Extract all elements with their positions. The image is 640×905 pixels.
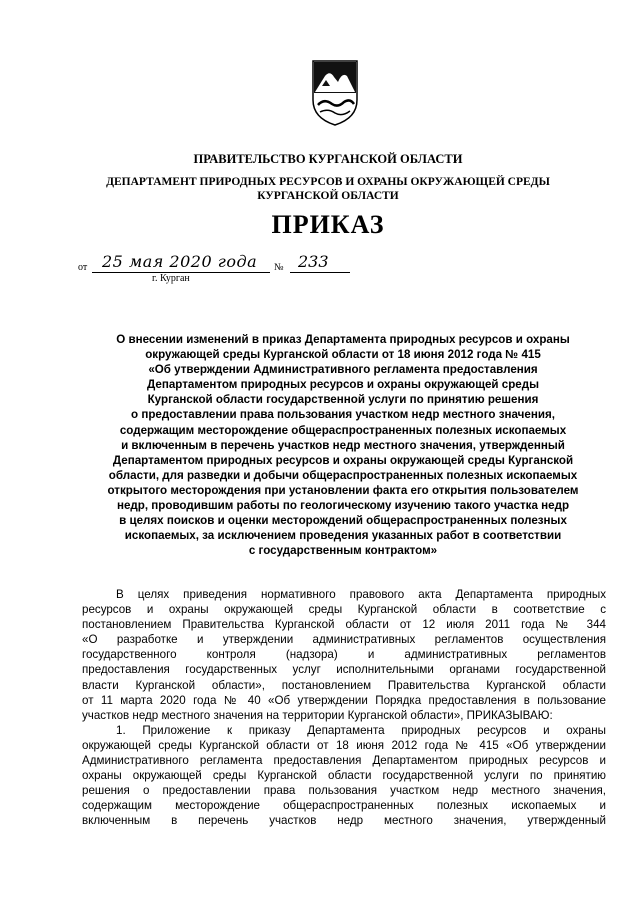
preamble-line: от 11 марта 2020 года № 40 «Об утверждении Порядка предоставления в пользование <box>82 693 606 707</box>
number-sign: № <box>274 262 284 273</box>
document-type-title: ПРИКАЗ <box>271 210 385 239</box>
subject-line: в целях поисков и оценки месторождений общераспространенных полезных <box>119 514 567 528</box>
subject-line: О внесении изменений в приказ Департамента природных ресурсов и охраны <box>116 333 570 346</box>
subject-line: и включенным в перечень участков недр местного значения, утвержденный <box>121 438 565 452</box>
order-subject <box>82 332 604 558</box>
date-prefix: от <box>78 262 88 273</box>
item-1-line: 1. Приложение к приказу Департамента природных ресурсов и охраны <box>116 723 606 737</box>
subject-line: Курганской области государственной услуги по принятию решения <box>147 393 539 407</box>
item-1-line: решения о предоставлении права пользования участком недр местного значения, <box>82 784 606 798</box>
preamble-line: «О разработке и утверждении административных регламентов осуществления <box>82 633 606 647</box>
subject-line: о предоставлении права пользования участком недр местного значения, <box>131 408 555 422</box>
subject-line: недр, проводившим работы по геологическому изучению такого участка недр <box>116 499 570 513</box>
order-number: 233 <box>298 252 329 271</box>
subject-line: ископаемых, за исключением проведения указанных работ в соответствии <box>124 529 562 543</box>
number-underline <box>290 272 350 273</box>
preamble-line: предоставления государственных услуг исполнительными органами государственной <box>82 663 606 677</box>
order-body <box>82 587 606 829</box>
item-1-line: содержащим месторождение общераспространенных полезных ископаемых и <box>82 799 606 813</box>
department-name-line: ДЕПАРТАМЕНТ ПРИРОДНЫХ РЕСУРСОВ И ОХРАНЫ ОКРУЖАЮЩЕЙ СРЕДЫ <box>106 176 550 188</box>
coat-of-arms-emblem <box>312 60 358 126</box>
subject-line: содержащим месторождение общераспространенных полезных ископаемых <box>119 423 567 437</box>
item-1-line: Административного регламента предоставления Департаментом природных ресурсов и <box>82 754 606 768</box>
item-1-line: охраны окружающей среды Курганской области государственной услуги по принятию <box>82 769 606 783</box>
preamble-line: ресурсов и охраны окружающей среды Курганской области в соответствие с <box>82 603 606 617</box>
item-1-line: окружающей среды Курганской области от 18 июня 2012 года № 415 «Об утверждении <box>82 738 606 752</box>
subject-line: окружающей среды Курганской области от 18 июня 2012 года № 415 <box>145 348 541 362</box>
preamble-line: В целях приведения нормативного правового акта Департамента природных <box>116 588 606 601</box>
date-number-line <box>78 252 378 276</box>
order-date: 25 мая 2020 года <box>102 252 258 271</box>
city: г. Курган <box>152 273 190 284</box>
department-name-line: КУРГАНСКОЙ ОБЛАСТИ <box>257 190 399 202</box>
item-1-line: включенным в перечень участков недр местного значения, утвержденный <box>82 814 606 828</box>
government-name: ПРАВИТЕЛЬСТВО КУРГАНСКОЙ ОБЛАСТИ <box>193 152 463 166</box>
subject-line: открытого месторождения при установлении факта его открытия пользователем <box>107 483 579 497</box>
preamble-line: постановлением Правительства Курганской области от 12 июля 2011 года № 344 <box>82 618 606 632</box>
preamble-line: власти Курганской области», постановлением Правительства Курганской области <box>82 678 606 692</box>
subject-line: «Об утверждении Административного регламента предоставления <box>148 363 538 377</box>
preamble-line: государственного контроля (надзора) и административных регламентов <box>82 648 606 662</box>
subject-line: области, для разведки и добычи общераспространенных полезных ископаемых <box>108 468 578 482</box>
subject-line: Департаментом природных ресурсов и охраны окружающей среды <box>146 378 540 392</box>
subject-line: Департаментом природных ресурсов и охраны окружающей среды Курганской <box>112 453 574 467</box>
department-name <box>8 175 640 203</box>
preamble-line: участков недр местного значения на территории Курганской области», ПРИКАЗЫВАЮ: <box>82 708 553 722</box>
subject-line: с государственным контрактом» <box>248 544 438 558</box>
